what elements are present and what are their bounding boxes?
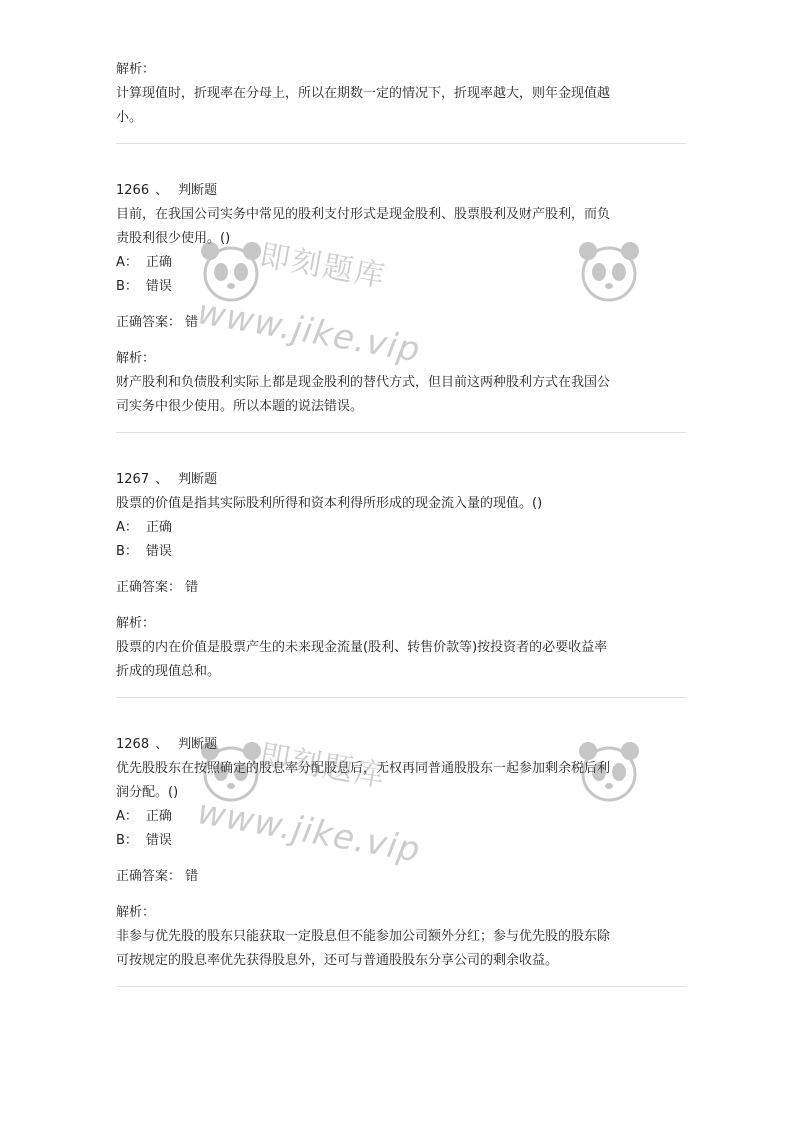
option-key: A： xyxy=(116,520,138,535)
analysis-label: 解析： xyxy=(116,905,156,920)
answer-line xyxy=(116,576,686,600)
option-key: A： xyxy=(116,255,138,270)
answer-line xyxy=(116,865,686,889)
analysis-text-line: 财产股利和负债股利实际上都是现金股利的替代方式，但目前这两种股利方式在我国公 xyxy=(116,375,611,390)
question-type: 判断题 xyxy=(178,183,218,198)
document-content xyxy=(116,58,686,987)
analysis-label: 解析： xyxy=(116,616,156,631)
answer-label: 正确答案： xyxy=(116,315,182,330)
answer-label: 正确答案： xyxy=(116,580,182,595)
question-stem-line: 责股利很少使用。() xyxy=(116,231,231,246)
option-key: B： xyxy=(116,279,138,294)
question-header xyxy=(116,733,686,757)
option-b xyxy=(116,829,686,853)
question-header xyxy=(116,179,686,203)
option-key: B： xyxy=(116,544,138,559)
option-b xyxy=(116,540,686,564)
answer-line xyxy=(116,311,686,335)
question-stem-line: 润分配。() xyxy=(116,785,179,800)
divider xyxy=(116,697,686,698)
question-separator: 、 xyxy=(155,737,169,752)
question-number: 1268 xyxy=(116,737,150,752)
question-number: 1267 xyxy=(116,472,150,487)
question-number: 1266 xyxy=(116,183,150,198)
option-text: 正确 xyxy=(145,255,172,270)
question-1268 xyxy=(116,733,686,973)
watermark-url-text: www.jike.vip xyxy=(194,792,424,871)
analysis-text-line: 小。 xyxy=(116,110,143,125)
question-stem-line: 股票的价值是指其实际股利所得和资本利得所形成的现金流入量的现值。() xyxy=(116,496,543,511)
analysis-label: 解析： xyxy=(116,62,156,77)
option-text: 错误 xyxy=(145,544,172,559)
option-key: B： xyxy=(116,833,138,848)
answer-value: 错 xyxy=(185,580,199,595)
answer-value: 错 xyxy=(185,315,199,330)
analysis-text-line: 可按规定的股息率优先获得股息外，还可与普通股股东分享公司的剩余收益。 xyxy=(116,953,559,968)
option-a xyxy=(116,251,686,275)
analysis-text-line: 折成的现值总和。 xyxy=(116,664,221,679)
option-a xyxy=(116,805,686,829)
divider xyxy=(116,986,686,987)
watermark-brand-text: 即刻题库 xyxy=(256,238,390,295)
analysis-block-previous xyxy=(116,58,686,130)
analysis-text-line: 司实务中很少使用。所以本题的说法错误。 xyxy=(116,399,364,414)
analysis-text-line: 非参与优先股的股东只能获取一定股息但不能参加公司额外分红；参与优先股的股东除 xyxy=(116,929,611,944)
divider xyxy=(116,432,686,433)
question-stem-line: 目前，在我国公司实务中常见的股利支付形式是现金股利、股票股利及财产股利，而负 xyxy=(116,207,611,222)
option-b xyxy=(116,275,686,299)
divider xyxy=(116,143,686,144)
answer-value: 错 xyxy=(185,869,199,884)
option-text: 错误 xyxy=(145,279,172,294)
question-1266 xyxy=(116,179,686,419)
analysis-label: 解析： xyxy=(116,351,156,366)
analysis-text-line: 股票的内在价值是股票产生的未来现金流量(股利、转售价款等)按投资者的必要收益率 xyxy=(116,640,608,655)
option-text: 正确 xyxy=(145,809,172,824)
question-separator: 、 xyxy=(155,472,169,487)
watermark-brand-text: 即刻题库 xyxy=(256,738,390,795)
option-text: 正确 xyxy=(145,520,172,535)
question-type: 判断题 xyxy=(178,472,218,487)
question-separator: 、 xyxy=(155,183,169,198)
question-header xyxy=(116,468,686,492)
question-stem-line: 优先股股东在按照确定的股息率分配股息后，无权再同普通股股东一起参加剩余税后利 xyxy=(116,761,611,776)
analysis-text-line: 计算现值时，折现率在分母上，所以在期数一定的情况下，折现率越大，则年金现值越 xyxy=(116,86,611,101)
option-key: A： xyxy=(116,809,138,824)
watermark-url-text: www.jike.vip xyxy=(194,292,424,371)
question-1267 xyxy=(116,468,686,684)
question-type: 判断题 xyxy=(178,737,218,752)
option-text: 错误 xyxy=(145,833,172,848)
option-a xyxy=(116,516,686,540)
answer-label: 正确答案： xyxy=(116,869,182,884)
